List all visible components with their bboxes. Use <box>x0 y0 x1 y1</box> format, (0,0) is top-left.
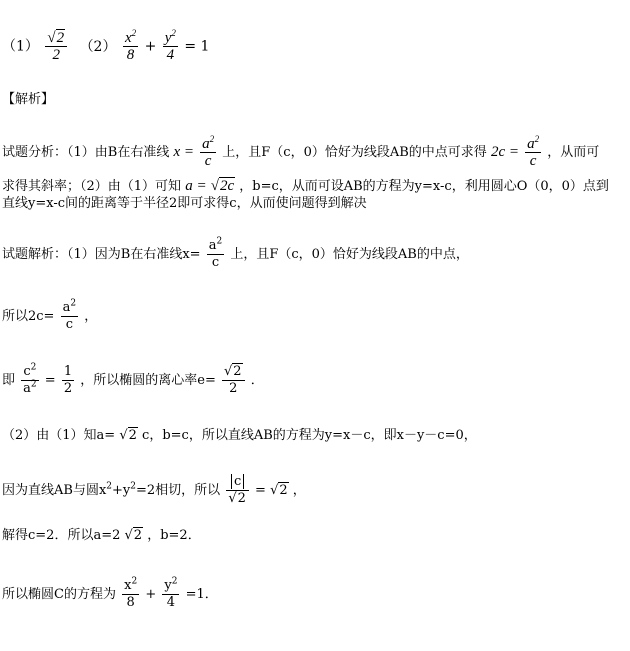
analysis-line-2: 求得其斜率；（2）由（1）可知 a = √2c ，b=c，从而可设AB的方程为y=x-c，利用圆心O（0，0）点到 <box>2 178 609 194</box>
fraction-c2-over-a2: $\frac{c^2}{a^2}$ <box>23 362 37 396</box>
solution-line-6: 解得c=2．所以a=2 √2 ，b=2． <box>2 526 201 546</box>
solution-line-2: 所以2c= $\frac{a^2}{c}$ ， <box>2 298 98 332</box>
solution-line-1: 试题解析：（1）因为B在右准线x= $\frac{a^2}{c}$ 上，且F（c，0）恰好为线段AB的中点， <box>2 236 469 270</box>
fraction-x2-over-8: $\frac{x^2}{8}$ <box>124 576 138 610</box>
part1-label: （1） <box>2 38 39 55</box>
fraction-a2-over-c-2: $\frac{a^2}{c}$ <box>527 134 540 169</box>
fraction-sqrt2-over-2: $\frac{√2}{2}$ <box>222 364 245 397</box>
fraction-a2-over-c-4: $\frac{a^2}{c}$ <box>62 298 77 332</box>
sqrt-2c: √2c <box>210 178 235 194</box>
fraction-1-over-2: $\frac{1}{2}$ <box>63 364 73 396</box>
solution-line-5: 因为直线AB与圆$x^2+y^2=2$相切，所以 $\frac{c}{√2}$ = √2 ， <box>2 474 306 506</box>
fraction-a2-over-c: $\frac{a^2}{c}$ <box>202 134 215 169</box>
analysis-line-3: 直线y=x-c间的距离等于半径2即可求得c，从而使问题得到解决 <box>2 196 367 211</box>
solution-line-4: （2）由（1）知a= √2 c，b=c，所以直线AB的方程为y=x－c，即x－y－c=0， <box>2 426 477 446</box>
answer-line: （1） $\frac{√2}{2}$ （2） $\frac{x^2}{8}$ + $\frac{y^2}{4}$ = 1 <box>2 28 210 63</box>
sqrt-2-c: √2 <box>124 528 143 543</box>
answer-fraction-x2-over-8: $\frac{x^2}{8}$ <box>124 28 137 63</box>
sqrt-2: √2 <box>119 428 137 443</box>
fraction-abs-c-over-sqrt2: $\frac{c}{√2}$ <box>226 474 249 507</box>
analysis-header: 【解析】 <box>2 92 55 107</box>
fraction-a2-over-c-3: $\frac{a^2}{c}$ <box>208 236 223 270</box>
sqrt-2-b: √2 <box>270 483 288 498</box>
answer-fraction-y2-over-4: $\frac{y^2}{4}$ <box>164 28 176 63</box>
solution-line-7: 所以椭圆C的方程为 $\frac{x^2}{8}$ + $\frac{y^2}{4}$ =1． <box>2 576 218 610</box>
solution-line-3: 即 $\frac{c^2}{a^2}$ = $\frac{1}{2}$ ，所以椭圆的离心率e= $\frac{√2}{2}$ ． <box>2 362 264 396</box>
analysis-line-1: 试题分析：（1）由B在右准线 x = $\frac{a^2}{c}$ 上，且F（c，0）恰好为线段AB的中点可求得 2c = $\frac{a^2}{c}$ ，从而可 <box>2 134 600 169</box>
answer-fraction-sqrt2-over-2: $\frac{√2}{2}$ <box>45 30 67 63</box>
fraction-y2-over-4: $\frac{y^2}{4}$ <box>164 576 178 610</box>
part2-label: （2） <box>79 38 117 55</box>
